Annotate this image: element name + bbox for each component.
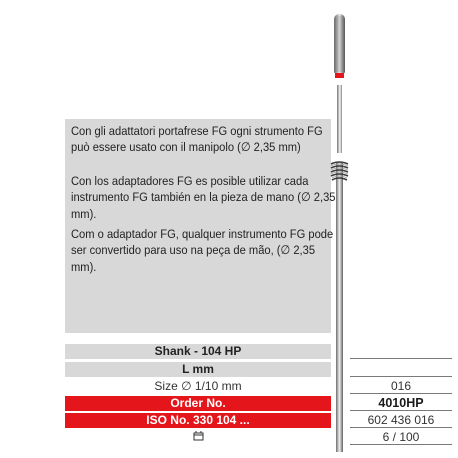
rule-line [350, 427, 452, 428]
package-label [65, 430, 331, 445]
rule-line [350, 376, 452, 377]
rule-line [350, 444, 452, 445]
portuguese-text: Com o adaptador FG, qualquer instrumento FG pode ser convertido para uso na peça de mão, (∅ 2,35 mm). [71, 227, 334, 274]
shank-row: Shank - 104 HP [65, 344, 331, 359]
package-value: 6 / 100 [382, 430, 420, 444]
rule-line [350, 358, 452, 359]
description-box [65, 119, 336, 333]
bur-grain-texture [335, 16, 344, 72]
rule-line [350, 410, 452, 411]
size-label: Size ∅ 1/10 mm [154, 379, 242, 393]
order-label: Order No. [65, 396, 331, 411]
bur-red-ring [335, 73, 344, 78]
spanish-text: Con los adaptadores FG es posible utilizar cada instrumento FG también en la pieza de mano (∅ 2,35 mm). [71, 174, 336, 221]
bur-shank [336, 162, 343, 452]
order-value: 4010HP [378, 396, 424, 410]
package-box-icon [193, 430, 204, 445]
bur-neck [337, 85, 342, 153]
adapter-spring-icon [328, 160, 351, 184]
length-row: L mm [65, 362, 331, 377]
italian-text: Con gli adattatori portafrese FG ogni strumento FG può essere usato con il manipolo (∅ 2,35 mm) [71, 124, 323, 155]
rule-line [350, 393, 452, 394]
iso-label: ISO No. 330 104 ... [65, 413, 331, 428]
iso-value: 602 436 016 [367, 413, 435, 427]
size-value: 016 [390, 379, 412, 393]
